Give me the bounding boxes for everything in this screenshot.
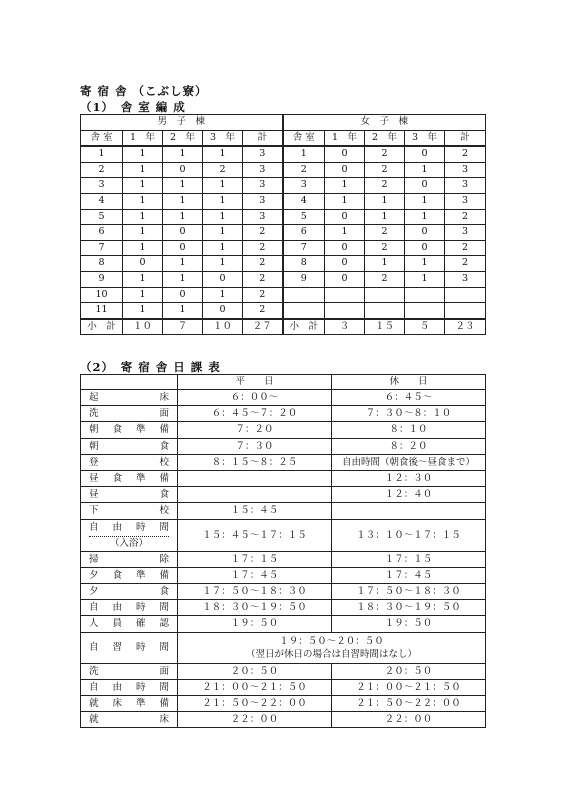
table-cell: 0 (325, 240, 365, 256)
table-cell: 1 (405, 209, 445, 225)
table-cell: 3 (445, 271, 486, 287)
schedule-activity: 就床 (81, 712, 178, 728)
table-row (81, 193, 486, 209)
room-composition-table (80, 114, 486, 335)
column-header: 計 (243, 130, 283, 146)
weekday-time: ７：３０ (178, 438, 332, 454)
holiday-time (332, 503, 486, 519)
subtotal-cell: １０ (203, 319, 243, 335)
column-header: 3 年 (203, 130, 243, 146)
table-cell: 1 (163, 178, 203, 194)
table-row (81, 209, 486, 225)
female-wing-header: 女 子 棟 (283, 115, 486, 131)
weekday-time: １８：３０～１９：５０ (178, 600, 332, 616)
holiday-time: １７：５０～１８：３０ (332, 584, 486, 600)
table-cell: 0 (405, 146, 445, 162)
table-cell: 3 (243, 209, 283, 225)
weekday-time: ２０：５０ (178, 663, 332, 679)
table-cell: 2 (365, 225, 405, 241)
column-header: 計 (445, 130, 486, 146)
holiday-time: １２：３０ (332, 471, 486, 487)
table-cell: 1 (203, 287, 243, 303)
table-cell: 1 (203, 225, 243, 241)
subtotal-cell: ３ (325, 319, 365, 335)
table-cell: 1 (163, 146, 203, 162)
section1-heading: （1） 舎 室 編 成 (80, 100, 186, 114)
schedule-row (81, 696, 486, 712)
merged-time: １９：５０～２０：５０ (279, 635, 384, 647)
schedule-row (81, 487, 486, 503)
table-cell: 10 (81, 287, 123, 303)
table-cell: 0 (163, 162, 203, 178)
weekday-time: １７：４５ (178, 567, 332, 583)
table-cell: 2 (243, 287, 283, 303)
schedule-row (81, 471, 486, 487)
table-row (81, 256, 486, 272)
table-cell: 1 (203, 178, 243, 194)
table-cell (405, 303, 445, 319)
subtotal-cell: １０ (123, 319, 163, 335)
table-cell (325, 287, 365, 303)
table-cell: 1 (163, 209, 203, 225)
table-cell: 3 (243, 162, 283, 178)
subtotal-cell: ５ (405, 319, 445, 335)
table-cell: 0 (325, 209, 365, 225)
schedule-activity: 朝食準備 (81, 422, 178, 438)
table-cell: 2 (365, 240, 405, 256)
column-header: 1 年 (325, 130, 365, 146)
table-cell: 2 (445, 209, 486, 225)
table-cell: 1 (123, 193, 163, 209)
table-cell: 5 (81, 209, 123, 225)
table-cell: 0 (325, 271, 365, 287)
table-cell (283, 303, 325, 319)
holiday-time: ２１：５０～２２：００ (332, 696, 486, 712)
table-cell: 0 (163, 225, 203, 241)
holiday-time: ８：２０ (332, 438, 486, 454)
table-cell: 6 (81, 225, 123, 241)
table-cell: 1 (123, 209, 163, 225)
table-cell: 0 (203, 271, 243, 287)
schedule-activity: 登校 (81, 454, 178, 470)
table-cell: 1 (123, 287, 163, 303)
holiday-time: １７：１５ (332, 551, 486, 567)
weekday-time: １７：５０～１８：３０ (178, 584, 332, 600)
holiday-time: １２：４０ (332, 487, 486, 503)
weekday-header: 平 日 (178, 375, 332, 390)
table-row (81, 240, 486, 256)
holiday-time: 自由時間（朝食後～昼食まで） (332, 454, 486, 470)
weekday-time: １７：１５ (178, 551, 332, 567)
schedule-activity: 洗面 (81, 406, 178, 422)
table-cell: 2 (243, 303, 283, 319)
weekday-time: １５：４５～１７：１５ (178, 519, 332, 551)
weekday-time: ２１：５０～２２：００ (178, 696, 332, 712)
holiday-time: ７：３０～８：１０ (332, 406, 486, 422)
table-cell: 1 (123, 303, 163, 319)
weekday-time: １９：５０ (178, 616, 332, 632)
male-wing-header: 男 子 棟 (81, 115, 283, 131)
table-cell (283, 287, 325, 303)
table-cell: 1 (325, 193, 365, 209)
table-cell: 2 (365, 146, 405, 162)
weekday-time (178, 487, 332, 503)
table-cell: 4 (283, 193, 325, 209)
table-cell: 3 (445, 178, 486, 194)
merged-note: （翌日が休日の場合は自習時間はなし） (245, 648, 417, 660)
schedule-row (81, 406, 486, 422)
table-cell: 3 (243, 146, 283, 162)
subtotal-cell: ２３ (445, 319, 486, 335)
table-cell: 4 (81, 193, 123, 209)
table-cell: 1 (325, 178, 365, 194)
table-cell: 1 (163, 256, 203, 272)
schedule-row (81, 519, 486, 551)
schedule-activity: 昼食準備 (81, 471, 178, 487)
schedule-activity: 昼食 (81, 487, 178, 503)
schedule-row (81, 632, 486, 663)
table-cell: 3 (81, 178, 123, 194)
table-cell: 0 (163, 240, 203, 256)
table-cell: 6 (283, 225, 325, 241)
holiday-time: ２１：００～２１：５０ (332, 679, 486, 695)
table-cell: 1 (123, 162, 163, 178)
schedule-activity: 人員確認 (81, 616, 178, 632)
table-cell: 2 (365, 271, 405, 287)
schedule-activity: 朝食 (81, 438, 178, 454)
schedule-activity: 夕食準備 (81, 567, 178, 583)
table-cell: 2 (365, 178, 405, 194)
subtotal-row (81, 319, 486, 335)
table-cell (405, 287, 445, 303)
activity-label: 自由時間 (89, 520, 169, 537)
table-cell: 1 (365, 256, 405, 272)
table-cell: 0 (405, 240, 445, 256)
table-cell: 1 (365, 209, 405, 225)
table-cell: 1 (81, 146, 123, 162)
schedule-corner-cell (81, 375, 178, 390)
table-cell: 1 (123, 240, 163, 256)
table-cell: 1 (203, 240, 243, 256)
table-cell: 1 (365, 193, 405, 209)
schedule-row (81, 600, 486, 616)
subtotal-cell: 小 計 (81, 319, 123, 335)
table-cell: 1 (163, 271, 203, 287)
table-cell: 2 (445, 240, 486, 256)
table-cell: 3 (445, 225, 486, 241)
table-cell: 2 (365, 162, 405, 178)
table-cell: 1 (325, 225, 365, 241)
table-cell: 7 (81, 240, 123, 256)
weekday-time (178, 471, 332, 487)
table-cell: 1 (123, 225, 163, 241)
holiday-time: ２２：００ (332, 712, 486, 728)
table-cell: 1 (283, 146, 325, 162)
table-cell: 1 (163, 303, 203, 319)
table-cell: 9 (81, 271, 123, 287)
table-row (81, 287, 486, 303)
holiday-time: １３：１０～１７：１５ (332, 519, 486, 551)
table-row (81, 225, 486, 241)
table-cell: 1 (123, 178, 163, 194)
table-cell (325, 303, 365, 319)
schedule-row (81, 551, 486, 567)
schedule-activity: 掃除 (81, 551, 178, 567)
table-cell: 7 (283, 240, 325, 256)
schedule-row (81, 422, 486, 438)
table-cell: 2 (243, 225, 283, 241)
merged-time-cell (178, 632, 486, 663)
column-header: 舎 室 (81, 130, 123, 146)
table-cell: 1 (123, 146, 163, 162)
table-cell: 1 (405, 162, 445, 178)
holiday-time: １９：５０ (332, 616, 486, 632)
section2-heading: （2） 寄 宿 舎 日 課 表 (80, 360, 221, 374)
table-row (81, 178, 486, 194)
table-cell: 2 (283, 162, 325, 178)
column-header: 2 年 (163, 130, 203, 146)
schedule-activity: 起床 (81, 390, 178, 406)
table-cell: 1 (405, 256, 445, 272)
table-cell: 8 (81, 256, 123, 272)
table-cell: 3 (445, 162, 486, 178)
table-cell: 1 (203, 146, 243, 162)
table-cell: 0 (325, 256, 365, 272)
table-cell: 3 (283, 178, 325, 194)
activity-sublabel: （入浴） (109, 537, 148, 549)
table-cell (445, 303, 486, 319)
weekday-time: ６：４５～７：２０ (178, 406, 332, 422)
holiday-time: ６：４５～ (332, 390, 486, 406)
table-cell: 8 (283, 256, 325, 272)
holiday-time: １７：４５ (332, 567, 486, 583)
table-cell: 1 (163, 193, 203, 209)
schedule-row (81, 663, 486, 679)
table-cell: 0 (325, 162, 365, 178)
table-cell: 0 (123, 256, 163, 272)
daily-schedule-table (80, 374, 486, 728)
subtotal-cell: ７ (163, 319, 203, 335)
subtotal-cell: ２７ (243, 319, 283, 335)
schedule-activity: 洗面 (81, 663, 178, 679)
schedule-row (81, 584, 486, 600)
weekday-time: ７：２０ (178, 422, 332, 438)
holiday-time: ８：１０ (332, 422, 486, 438)
table-cell: 0 (405, 178, 445, 194)
holiday-header: 休 日 (332, 375, 486, 390)
weekday-time: ８：１５～８：２５ (178, 454, 332, 470)
column-header: 舎 室 (283, 130, 325, 146)
holiday-time: １８：３０～１９：５０ (332, 600, 486, 616)
table-cell: 0 (203, 303, 243, 319)
table-cell: 1 (203, 209, 243, 225)
weekday-time: ２１：００～２１：５０ (178, 679, 332, 695)
schedule-activity: 就床準備 (81, 696, 178, 712)
column-header: 3 年 (405, 130, 445, 146)
table-row (81, 303, 486, 319)
column-header: 2 年 (365, 130, 405, 146)
table-cell (365, 287, 405, 303)
schedule-activity (81, 519, 178, 551)
table-cell: 2 (243, 240, 283, 256)
table-cell: 0 (405, 225, 445, 241)
schedule-activity: 自由時間 (81, 679, 178, 695)
schedule-row (81, 616, 486, 632)
holiday-time: ２０：５０ (332, 663, 486, 679)
table-row (81, 162, 486, 178)
table-cell: 5 (283, 209, 325, 225)
table-cell: 11 (81, 303, 123, 319)
column-header: 1 年 (123, 130, 163, 146)
table-cell: 1 (405, 271, 445, 287)
schedule-activity: 下校 (81, 503, 178, 519)
schedule-activity: 自習時間 (81, 632, 178, 663)
table-cell: 2 (203, 162, 243, 178)
subtotal-cell: 小 計 (283, 319, 325, 335)
schedule-row (81, 679, 486, 695)
table-cell: 3 (445, 193, 486, 209)
table-cell: 0 (163, 287, 203, 303)
schedule-row (81, 438, 486, 454)
table-cell (365, 303, 405, 319)
table-row (81, 146, 486, 162)
table-cell: 2 (445, 256, 486, 272)
schedule-row (81, 567, 486, 583)
schedule-row (81, 712, 486, 728)
table-cell: 1 (203, 256, 243, 272)
table-cell: 1 (405, 193, 445, 209)
table-cell: 2 (81, 162, 123, 178)
table-cell (445, 287, 486, 303)
table-cell: 3 (243, 178, 283, 194)
table-cell: 2 (445, 146, 486, 162)
schedule-row (81, 503, 486, 519)
schedule-row (81, 454, 486, 470)
table-row (81, 271, 486, 287)
schedule-row (81, 390, 486, 406)
table-cell: 1 (123, 271, 163, 287)
weekday-time: ６：００～ (178, 390, 332, 406)
table-cell: 3 (243, 193, 283, 209)
subtotal-cell: １５ (365, 319, 405, 335)
table-cell: 9 (283, 271, 325, 287)
schedule-activity: 夕食 (81, 584, 178, 600)
schedule-activity: 自由時間 (81, 600, 178, 616)
table-cell: 2 (243, 256, 283, 272)
table-cell: 1 (203, 193, 243, 209)
weekday-time: ２２：００ (178, 712, 332, 728)
weekday-time: １５：４５ (178, 503, 332, 519)
page-title: 寄 宿 舎 （こぶし寮） (80, 84, 208, 98)
table-cell: 2 (243, 271, 283, 287)
table-cell: 0 (325, 146, 365, 162)
